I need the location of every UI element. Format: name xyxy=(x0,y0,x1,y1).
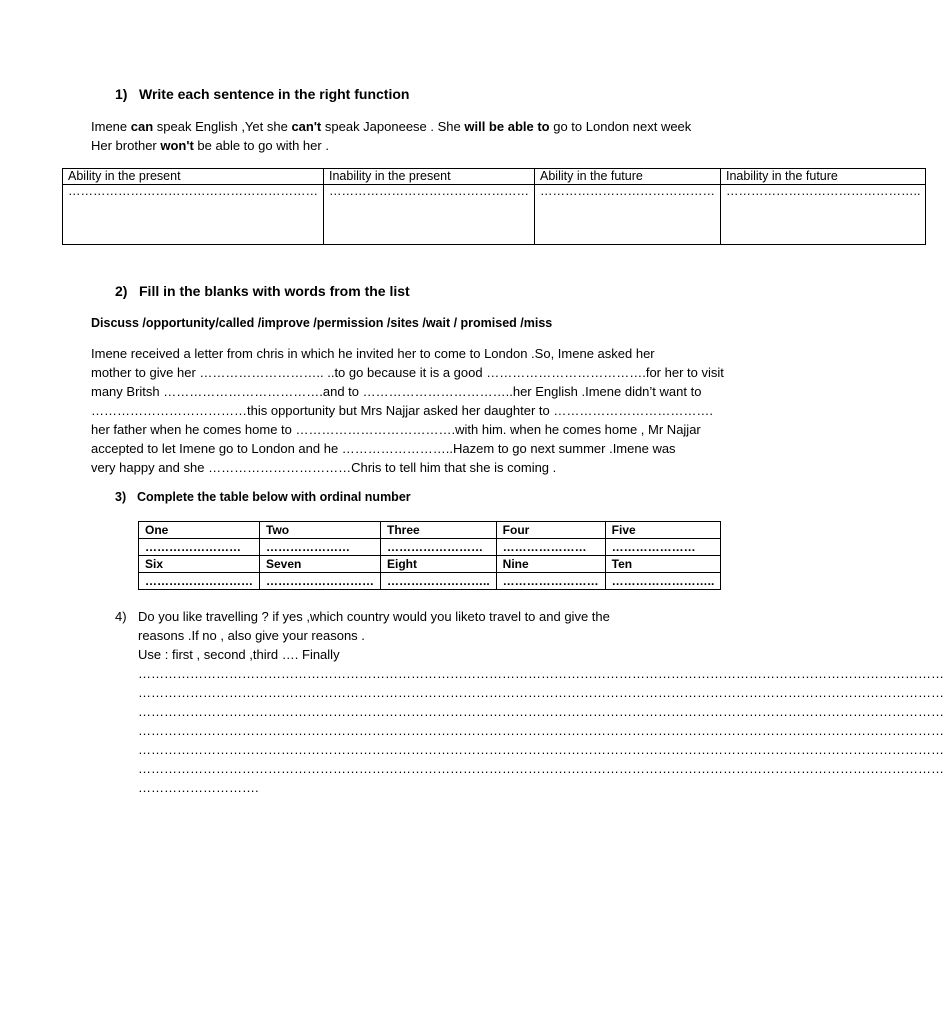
ordinal-blank[interactable]: ………………… xyxy=(260,539,381,556)
section3-title: Complete the table below with ordinal number xyxy=(137,490,411,504)
header-inability-present: Inability in the present xyxy=(324,169,535,185)
fill-blanks-paragraph xyxy=(91,344,724,477)
paragraph-line: accepted to let Imene go to London and he ……………………..Hazem to go next summer .Imene was xyxy=(91,441,676,456)
bold-fragment: will be able to xyxy=(464,119,550,134)
paragraph-line: mother to give her ……………………….. ..to go because it is a good ……………………………….for her to visit xyxy=(91,365,724,380)
cardinal-label: Three xyxy=(381,522,497,539)
cardinal-label: Six xyxy=(139,556,260,573)
ordinal-blank[interactable]: …………………….. xyxy=(381,573,497,590)
answer-line[interactable]: …………………………………………………………………………………………………………………………………………………………………… xyxy=(138,761,944,776)
word-list: Discuss /opportunity/called /improve /permission /sites /wait / promised /miss xyxy=(91,316,553,330)
cardinal-label: Seven xyxy=(260,556,381,573)
cardinal-label: Eight xyxy=(381,556,497,573)
ordinal-blank[interactable]: …………………… xyxy=(381,539,497,556)
answer-line[interactable]: …………………………………………………………………………………………………………………………………………………………………… xyxy=(138,704,944,719)
ordinal-blank[interactable]: ……………………… xyxy=(260,573,381,590)
text-fragment: speak English ,Yet she xyxy=(153,119,292,134)
answer-cell-inability-present[interactable]: ………………………………………… xyxy=(324,185,535,245)
cardinal-label: Two xyxy=(260,522,381,539)
ordinal-table xyxy=(138,521,721,590)
text-fragment: Imene xyxy=(91,119,131,134)
text-fragment: Her brother xyxy=(91,138,161,153)
writing-area[interactable] xyxy=(138,664,944,797)
bold-fragment: can't xyxy=(291,119,322,134)
ordinal-blank[interactable]: ………………… xyxy=(496,539,605,556)
section1-sentence-line2 xyxy=(91,136,329,155)
ordinal-blank[interactable]: ……………………… xyxy=(139,573,260,590)
answer-line[interactable]: …………………………………………………………………………………………………………………………………………………………………… xyxy=(138,685,944,700)
prompt-line: Do you like travelling ? if yes ,which country would you liketo travel to and give the xyxy=(138,609,610,624)
answer-cell-ability-future[interactable]: …………………………………… xyxy=(535,185,721,245)
bold-fragment: can xyxy=(130,119,154,134)
function-table xyxy=(62,168,926,245)
cardinal-label: One xyxy=(139,522,260,539)
section2-number: 2) xyxy=(115,283,128,299)
text-fragment: go to London next week xyxy=(549,119,692,134)
ordinal-blank[interactable]: ………………… xyxy=(605,539,721,556)
cardinal-label: Nine xyxy=(496,556,605,573)
section3-number: 3) xyxy=(115,490,127,504)
paragraph-line: ………………………………this opportunity but Mrs Najjar asked her daughter to ………………………………. xyxy=(91,403,713,418)
answer-cell-ability-present[interactable]: …………………………………………………… xyxy=(63,185,324,245)
prompt-line: Use : first , second ,third …. Finally xyxy=(138,647,340,662)
section2-title: Fill in the blanks with words from the list xyxy=(139,283,410,299)
answer-line-last[interactable]: ………………………. xyxy=(138,780,259,795)
section3-heading xyxy=(115,490,411,504)
paragraph-line: very happy and she ……………………………Chris to tell him that she is coming . xyxy=(91,460,557,475)
cardinal-label: Ten xyxy=(605,556,721,573)
ordinal-blank[interactable]: …………………….. xyxy=(605,573,721,590)
section4-number: 4) xyxy=(115,609,127,624)
text-fragment: speak Japoneese . She xyxy=(321,119,465,134)
header-ability-present: Ability in the present xyxy=(63,169,324,185)
section4-prompt xyxy=(138,607,610,664)
header-ability-future: Ability in the future xyxy=(535,169,721,185)
text-fragment: be able to go with her . xyxy=(193,138,329,153)
answer-line[interactable]: …………………………………………………………………………………………………………………………………………………………………… xyxy=(138,666,944,681)
section1-title: Write each sentence in the right function xyxy=(139,86,410,102)
section1-number: 1) xyxy=(115,86,128,102)
paragraph-line: her father when he comes home to ……………………………….with him. when he comes home , Mr Najjar xyxy=(91,422,701,437)
answer-line[interactable]: …………………………………………………………………………………………………………………………………………………………………… xyxy=(138,723,944,738)
section1-heading xyxy=(115,86,409,102)
paragraph-line: Imene received a letter from chris in which he invited her to come to London .So, Imene asked her xyxy=(91,346,655,361)
answer-cell-inability-future[interactable]: ……………………………………….. xyxy=(721,185,926,245)
cardinal-label: Five xyxy=(605,522,721,539)
paragraph-line: many Britsh ……………………………….and to ……………………………..her English .Imene didn’t want to xyxy=(91,384,702,399)
section1-sentence-line1 xyxy=(91,117,691,136)
bold-fragment: won't xyxy=(160,138,194,153)
ordinal-blank[interactable]: …………………… xyxy=(496,573,605,590)
ordinal-blank[interactable]: …………………… xyxy=(139,539,260,556)
prompt-line: reasons .If no , also give your reasons . xyxy=(138,628,365,643)
section2-heading xyxy=(115,283,410,299)
cardinal-label: Four xyxy=(496,522,605,539)
answer-line[interactable]: …………………………………………………………………………………………………………………………………………………………………… xyxy=(138,742,944,757)
header-inability-future: Inability in the future xyxy=(721,169,926,185)
